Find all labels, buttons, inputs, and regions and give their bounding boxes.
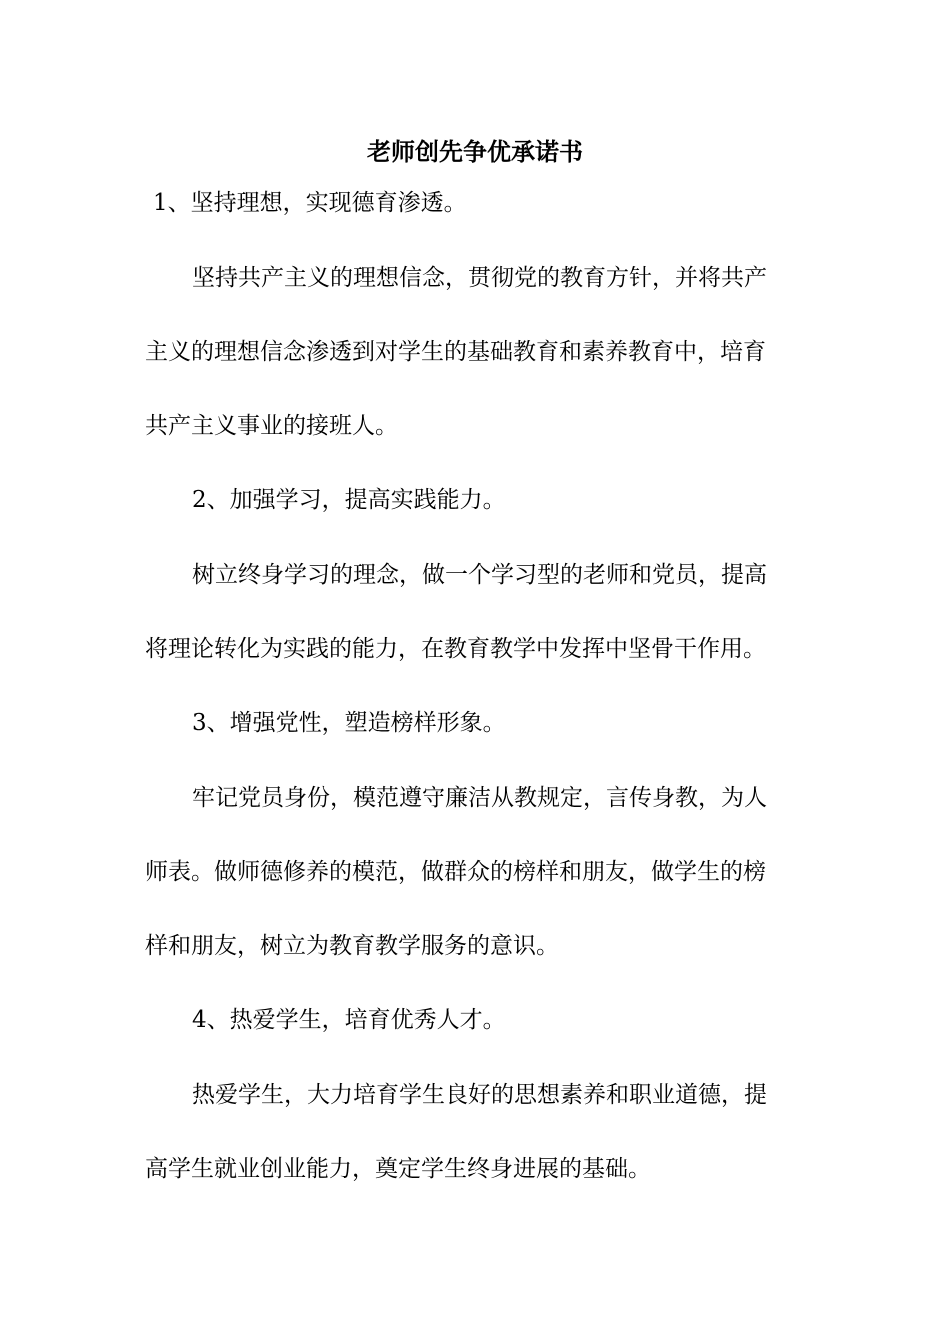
paragraph-1-line-1: 坚持共产主义的理想信念，贯彻党的教育方针，并将共产 xyxy=(192,265,767,291)
section-heading-2: 2、加强学习，提高实践能力。 xyxy=(192,487,506,513)
paragraph-3-line-3: 样和朋友，树立为教育教学服务的意识。 xyxy=(145,933,559,959)
paragraph-1-line-2: 主义的理想信念渗透到对学生的基础教育和素养教育中，培育 xyxy=(145,339,766,365)
paragraph-4-line-1: 热爱学生，大力培育学生良好的思想素养和职业道德，提 xyxy=(192,1082,767,1108)
paragraph-2-line-1: 树立终身学习的理念，做一个学习型的老师和党员，提高 xyxy=(192,562,767,588)
section-heading-1: 1、坚持理想，实现德育渗透。 xyxy=(153,190,467,216)
paragraph-3-line-2: 师表。做师德修养的模范，做群众的榜样和朋友，做学生的榜 xyxy=(145,859,766,885)
paragraph-3-line-1: 牢记党员身份，模范遵守廉洁从教规定，言传身教，为人 xyxy=(192,785,767,811)
section-heading-3: 3、增强党性，塑造榜样形象。 xyxy=(192,710,506,736)
paragraph-2-line-2: 将理论转化为实践的能力，在教育教学中发挥中坚骨干作用。 xyxy=(145,636,766,662)
paragraph-4-line-2: 高学生就业创业能力，奠定学生终身进展的基础。 xyxy=(145,1156,651,1182)
document-title: 老师创先争优承诺书 xyxy=(367,137,583,166)
section-heading-4: 4、热爱学生，培育优秀人才。 xyxy=(192,1007,506,1033)
paragraph-1-line-3: 共产主义事业的接班人。 xyxy=(145,413,398,439)
